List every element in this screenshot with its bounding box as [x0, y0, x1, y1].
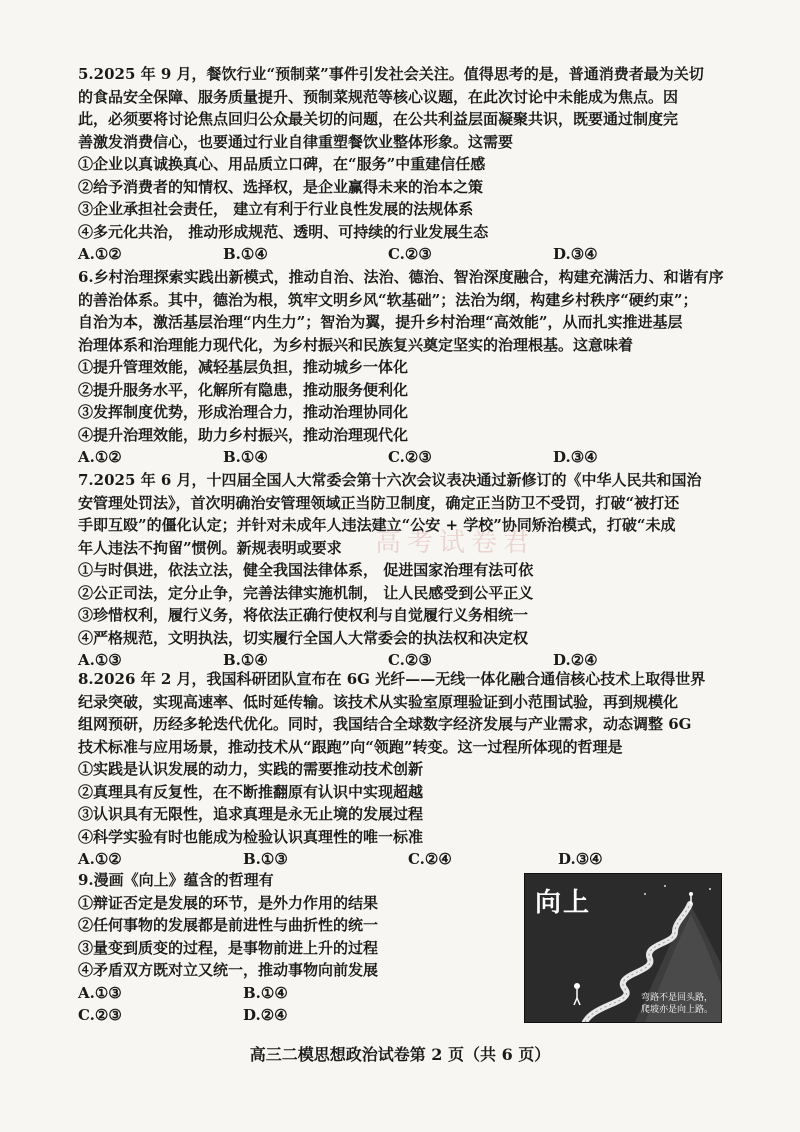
option-c[interactable]: C.②③ [78, 1006, 122, 1024]
question-6 [78, 266, 728, 469]
question-stem-line: 善激发消费信心，也要通过行业自律重塑餐饮业整体形象。这需要 [78, 132, 514, 151]
statement-3: ③认识具有无限性，追求真理是永无止境的发展过程 [78, 805, 424, 823]
option-c[interactable]: C.②③ [388, 651, 432, 669]
question-stem-line: 的食品安全保障、服务质量提升、预制菜规范等核心议题，在此次讨论中未能成为焦点。因 [78, 87, 679, 106]
answer-options [78, 243, 728, 266]
statement-1: ①实践是认识发展的动力，实践的需要推动技术创新 [78, 760, 424, 778]
page-footer: 高三二模思想政治试卷第 2 页（共 6 页） [249, 1045, 551, 1064]
question-stem-line: 9.漫画《向上》蕴含的哲理有 [78, 871, 274, 889]
answer-options [78, 446, 728, 469]
statement-2: ②公正司法，定分止争，完善法律实施机制， 让人民感受到公平正义 [78, 583, 534, 602]
option-a[interactable]: A.①② [78, 245, 122, 263]
question-9 [78, 869, 498, 1027]
watermark-text: 高考试卷君 [375, 528, 536, 558]
option-b[interactable]: B.①④ [223, 448, 268, 466]
statement-4: ④科学实验有时也能成为检验认识真理性的唯一标准 [78, 827, 424, 846]
question-stem-line: 的善治体系。其中，德治为根，筑牢文明乡风“软基础”；法治为纲，构建乡村秩序“硬约束”； [78, 290, 698, 309]
statement-4: ④多元化共治， 推动形成规范、透明、可持续的行业发展生态 [78, 222, 489, 241]
question-5 [78, 63, 728, 266]
option-c[interactable]: C.②③ [388, 448, 432, 466]
option-c[interactable]: C.②③ [388, 245, 432, 263]
option-d[interactable]: D.③④ [553, 448, 598, 466]
answer-options-row-1 [78, 982, 498, 1005]
question-7 [78, 469, 728, 672]
option-c[interactable]: C.②④ [408, 850, 452, 868]
cartoon-caption-line: 弯路不是回头路， [640, 993, 713, 1003]
option-a[interactable]: A.①② [78, 448, 122, 466]
question-stem-line: 8.2026 年 2 月，我国科研团队宣布在 6G 光纤——无线一体化融合通信核心技术上取得世界 [78, 670, 706, 688]
option-a[interactable]: A.①③ [78, 983, 122, 1002]
question-stem-line: 5.2025 年 9 月，餐饮行业“预制菜”事件引发社会关注。值得思考的是，普通消费者最为关切 [78, 65, 704, 83]
question-stem-line: 7.2025 年 6 月，十四届全国人大常委会第十六次会议表决通过新修订的《中华人民共和国治 [78, 471, 702, 489]
answer-options [78, 848, 728, 871]
question-stem-line: 纪录突破，实现高速率、低时延传输。该技术从实验室原理验证到小范围试验，再到规模化 [78, 692, 679, 711]
option-b[interactable]: B.①④ [243, 983, 288, 1002]
question-8 [78, 668, 728, 871]
question-stem-line: 技术标准与应用场景，推动技术从“跟跑”向“领跑”转变。这一过程所体现的哲理是 [78, 737, 623, 756]
statement-3: ③珍惜权利，履行义务，将依法正确行使权利与自觉履行义务相统一 [78, 606, 529, 624]
statement-2: ②真理具有反复性，在不断推翻原有认识中实现超越 [78, 782, 424, 801]
statement-1: ①与时俱进，依法立法，健全我国法律体系， 促进国家治理有法可依 [78, 561, 534, 579]
option-d[interactable]: D.③④ [553, 245, 598, 263]
statement-1: ①企业以真诚换真心、用品质立口碑，在“服务”中重建信任感 [78, 155, 486, 173]
question-stem-line: 组网预研，历经多轮迭代优化。同时，我国结合全球数字经济发展与产业需求，动态调整 6G [78, 715, 692, 733]
option-b[interactable]: B.①④ [223, 245, 268, 263]
cartoon-caption-line: 爬坡亦是向上路。 [640, 1005, 713, 1015]
option-b[interactable]: B.①④ [223, 651, 268, 669]
option-b[interactable]: B.①③ [243, 850, 288, 868]
question-stem-line: 治理体系和治理能力现代化，为乡村振兴和民族复兴奠定坚实的治理根基。这意味着 [78, 335, 634, 354]
statement-1: ①提升管理效能，减轻基层负担，推动城乡一体化 [78, 358, 409, 376]
option-d[interactable]: D.②④ [553, 651, 598, 669]
question-stem-line: 自治为本，激活基层治理“内生力”；智治为翼，提升乡村治理“高效能”，从而扎实推进基层 [78, 313, 683, 331]
cartoon-caption [641, 992, 713, 1016]
statement-2: ②给予消费者的知情权、选择权，是企业赢得未来的治本之策 [78, 177, 484, 196]
question-stem-line: 安管理处罚法》，首次明确治安管理领域正当防卫制度，确定正当防卫不受罚，打破“被打还 [78, 493, 680, 512]
option-a[interactable]: A.①③ [78, 651, 122, 669]
statement-3: ③量变到质变的过程，是事物前进上升的过程 [78, 938, 379, 957]
statement-1: ①辩证否定是发展的环节，是外力作用的结果 [78, 893, 379, 912]
statement-3: ③企业承担社会责任， 建立有利于行业良性发展的法规体系 [78, 200, 474, 218]
statement-2: ②任何事物的发展都是前进性与曲折性的统一 [78, 916, 379, 934]
statement-4: ④严格规范，文明执法，切实履行全国人大常委会的执法权和决定权 [78, 628, 529, 647]
option-d[interactable]: D.②④ [243, 1006, 288, 1024]
answer-options-row-2 [78, 1004, 498, 1027]
cartoon-image [524, 873, 722, 1023]
option-a[interactable]: A.①② [78, 850, 122, 868]
statement-4: ④矛盾双方既对立又统一，推动事物向前发展 [78, 961, 379, 979]
question-stem-line: 此，必须要将讨论焦点回归公众最关切的问题，在公共利益层面凝聚共识，既要通过制度完 [78, 110, 679, 128]
statement-2: ②提升服务水平，化解所有隐患，推动服务便利化 [78, 380, 409, 399]
statement-3: ③发挥制度优势，形成治理合力，推动治理协同化 [78, 403, 409, 421]
option-d[interactable]: D.③④ [558, 850, 603, 868]
question-stem-line: 6.乡村治理探索实践出新模式，推动自治、法治、德治、智治深度融合，构建充满活力、和谐有序 [78, 268, 724, 286]
statement-4: ④提升治理效能，助力乡村振兴，推动治理现代化 [78, 425, 409, 444]
question-stem-line: 手即互殴”的僵化认定；并针对未成年人违法建立“公安 + 学校”协同矫治模式，打破“未成 [78, 516, 676, 534]
cartoon-title: 向上 [535, 888, 592, 918]
question-stem-line: 年人违法不拘留”惯例。新规表明或要求 [78, 538, 342, 557]
